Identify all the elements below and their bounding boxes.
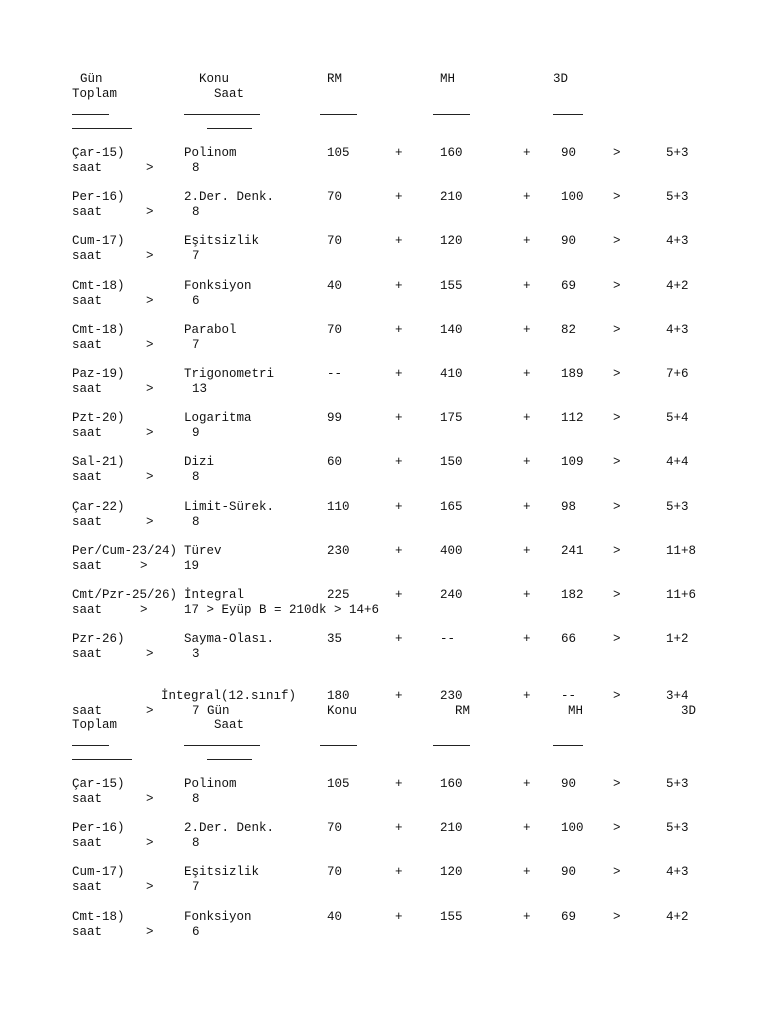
row-plus-1: + xyxy=(395,865,403,880)
row-plus-2: + xyxy=(523,146,531,160)
integral12-rm: 180 xyxy=(327,689,350,703)
row-plus-2: + xyxy=(523,588,531,602)
row-rm: 70 xyxy=(327,190,343,205)
row-gt: > xyxy=(613,909,621,924)
row-rm: 40 xyxy=(327,909,343,924)
row-plus-2: + xyxy=(523,777,531,791)
row-plus-2: + xyxy=(523,821,531,836)
row-saat-gt: > xyxy=(146,382,154,396)
header2-saat: Saat xyxy=(214,718,245,732)
row-mh: 120 xyxy=(440,234,463,249)
row-saat-label: saat xyxy=(72,880,103,895)
header-konu: Konu xyxy=(199,72,230,86)
row-3d: 90 xyxy=(561,146,577,160)
row-rm: 105 xyxy=(327,777,350,791)
integral12-3d: -- xyxy=(561,689,577,703)
row-3d: 69 xyxy=(561,278,577,293)
row-saat-label: saat xyxy=(72,382,103,396)
integral12-plus2: + xyxy=(523,689,531,703)
row-mh: 140 xyxy=(440,322,463,337)
row-saat-gt: > xyxy=(146,161,154,175)
row-saat-gt: > xyxy=(146,426,154,441)
row-saat-label: saat xyxy=(72,293,103,308)
header-gun: Gün xyxy=(80,72,103,86)
row-gun: Per-16) xyxy=(72,821,125,836)
row-plus-2: + xyxy=(523,543,531,558)
row-saat-value: 7 xyxy=(192,249,200,264)
row-rm: 70 xyxy=(327,865,343,880)
row-gun: Cum-17) xyxy=(72,865,125,880)
row-score: 11+6 xyxy=(666,588,697,602)
row-saat-value: 9 xyxy=(192,426,200,441)
row-saat-value: 7 xyxy=(192,337,200,352)
row-plus-1: + xyxy=(395,455,403,470)
row-saat-value: 17 > Eyüp B = 210dk > 14+6 xyxy=(184,603,380,617)
row-gun: Cmt-18) xyxy=(72,909,125,924)
row-3d: 82 xyxy=(561,322,577,337)
row-gt: > xyxy=(613,367,621,381)
row-mh: 150 xyxy=(440,455,463,470)
row-konu: Trigonometri xyxy=(184,367,275,381)
integral12-gt: > xyxy=(613,689,621,703)
underline-gun xyxy=(72,114,109,115)
integral12-plus1: + xyxy=(395,689,403,703)
row-plus-2: + xyxy=(523,499,531,514)
row-saat-label: saat xyxy=(72,558,103,573)
row-saat-label: saat xyxy=(72,514,103,529)
row-3d: 241 xyxy=(561,543,584,558)
row-3d: 100 xyxy=(561,190,584,205)
row-gun: Paz-19) xyxy=(72,367,125,381)
row-plus-1: + xyxy=(395,322,403,337)
row-gun: Per/Cum-23/24) xyxy=(72,543,178,558)
row-plus-1: + xyxy=(395,588,403,602)
row-konu: Türev xyxy=(184,543,222,558)
row-mh: 410 xyxy=(440,367,463,381)
underline2-saat xyxy=(207,759,252,760)
row-gt: > xyxy=(613,821,621,836)
row-gt: > xyxy=(613,278,621,293)
row-saat-value: 8 xyxy=(192,205,200,220)
row-rm: 35 xyxy=(327,632,343,647)
header2-toplam: Toplam xyxy=(72,718,118,732)
row-3d: 90 xyxy=(561,234,577,249)
row-saat-gt: > xyxy=(146,880,154,895)
row-plus-2: + xyxy=(523,234,531,249)
row-mh: 160 xyxy=(440,777,463,791)
row-gt: > xyxy=(613,777,621,791)
row-saat-label: saat xyxy=(72,337,103,352)
row-konu: Polinom xyxy=(184,777,237,791)
row-saat-value: 7 xyxy=(192,880,200,895)
header2-rm: RM xyxy=(455,704,471,718)
row-saat-value: 6 xyxy=(192,293,200,308)
row-rm: 70 xyxy=(327,821,343,836)
row-gun: Pzr-26) xyxy=(72,632,125,647)
row-saat-value: 6 xyxy=(192,924,200,939)
row-mh: 210 xyxy=(440,821,463,836)
row-gun: Sal-21) xyxy=(72,455,125,470)
row-plus-1: + xyxy=(395,821,403,836)
header-saat: Saat xyxy=(214,87,245,101)
row-3d: 98 xyxy=(561,499,577,514)
row-3d: 182 xyxy=(561,588,584,602)
row-saat-gt: > xyxy=(146,205,154,220)
row-saat-label: saat xyxy=(72,792,103,806)
row-mh: 165 xyxy=(440,499,463,514)
integral12-saat-label: saat xyxy=(72,704,103,718)
row-konu: Fonksiyon xyxy=(184,909,252,924)
row-saat-label: saat xyxy=(72,470,103,485)
row-gt: > xyxy=(613,865,621,880)
row-saat-value: 8 xyxy=(192,514,200,529)
row-rm: 225 xyxy=(327,588,350,602)
row-saat-label: saat xyxy=(72,426,103,441)
underline-rm xyxy=(320,114,357,115)
row-plus-1: + xyxy=(395,632,403,647)
row-mh: 400 xyxy=(440,543,463,558)
row-plus-2: + xyxy=(523,278,531,293)
row-konu: Limit-Sürek. xyxy=(184,499,275,514)
row-saat-label: saat xyxy=(72,924,103,939)
integral12-konu: İntegral(12.sınıf) xyxy=(161,689,297,703)
row-saat-value: 19 xyxy=(184,558,200,573)
row-plus-2: + xyxy=(523,367,531,381)
row-3d: 189 xyxy=(561,367,584,381)
integral12-mh: 230 xyxy=(440,689,463,703)
row-rm: 99 xyxy=(327,411,343,426)
row-gt: > xyxy=(613,632,621,647)
row-saat-label: saat xyxy=(72,161,103,175)
row-saat-value: 8 xyxy=(192,470,200,485)
row-plus-1: + xyxy=(395,234,403,249)
row-gt: > xyxy=(613,234,621,249)
row-3d: 69 xyxy=(561,909,577,924)
underline2-mh xyxy=(433,745,470,746)
row-plus-1: + xyxy=(395,909,403,924)
row-gt: > xyxy=(613,499,621,514)
row-saat-label: saat xyxy=(72,603,103,617)
header-toplam: Toplam xyxy=(72,87,118,101)
row-saat-gt: > xyxy=(146,836,154,851)
integral12-saat-value: 7 xyxy=(192,704,200,718)
row-mh: 175 xyxy=(440,411,463,426)
row-rm: 70 xyxy=(327,234,343,249)
underline2-konu xyxy=(184,745,260,746)
row-saat-value: 8 xyxy=(192,161,200,175)
row-gt: > xyxy=(613,455,621,470)
row-konu: Parabol xyxy=(184,322,237,337)
row-score: 4+2 xyxy=(666,278,689,293)
row-plus-1: + xyxy=(395,367,403,381)
row-score: 7+6 xyxy=(666,367,689,381)
row-rm: 110 xyxy=(327,499,350,514)
row-plus-2: + xyxy=(523,411,531,426)
underline-konu xyxy=(184,114,260,115)
row-saat-value: 8 xyxy=(192,792,200,806)
row-score: 5+4 xyxy=(666,411,689,426)
row-saat-gt: > xyxy=(146,293,154,308)
row-plus-1: + xyxy=(395,146,403,160)
underline-mh xyxy=(433,114,470,115)
row-saat-gt: > xyxy=(146,924,154,939)
row-score: 5+3 xyxy=(666,146,689,160)
row-rm: 70 xyxy=(327,322,343,337)
underline2-gun xyxy=(72,745,109,746)
header-mh: MH xyxy=(440,72,456,86)
row-rm: 60 xyxy=(327,455,343,470)
row-rm: -- xyxy=(327,367,343,381)
row-plus-2: + xyxy=(523,322,531,337)
underline-saat xyxy=(207,128,252,129)
row-score: 4+2 xyxy=(666,909,689,924)
row-plus-2: + xyxy=(523,865,531,880)
header2-gun: Gün xyxy=(207,704,230,718)
row-gt: > xyxy=(613,322,621,337)
header-rm: RM xyxy=(327,72,343,86)
row-saat-value: 8 xyxy=(192,836,200,851)
row-3d: 90 xyxy=(561,777,577,791)
underline2-rm xyxy=(320,745,357,746)
header2-konu: Konu xyxy=(327,704,358,718)
row-saat-gt: > xyxy=(146,470,154,485)
row-plus-1: + xyxy=(395,543,403,558)
underline-3d xyxy=(553,114,583,115)
row-score: 4+3 xyxy=(666,322,689,337)
row-plus-2: + xyxy=(523,455,531,470)
row-3d: 112 xyxy=(561,411,584,426)
row-konu: 2.Der. Denk. xyxy=(184,190,275,205)
row-score: 4+3 xyxy=(666,234,689,249)
row-konu: Polinom xyxy=(184,146,237,160)
row-saat-value: 13 xyxy=(192,382,208,396)
row-saat-gt: > xyxy=(146,514,154,529)
underline-toplam xyxy=(72,128,132,129)
row-konu: Eşitsizlik xyxy=(184,865,260,880)
row-saat-value: 3 xyxy=(192,647,200,662)
row-score: 4+4 xyxy=(666,455,689,470)
row-plus-2: + xyxy=(523,632,531,647)
row-gt: > xyxy=(613,543,621,558)
row-3d: 100 xyxy=(561,821,584,836)
row-saat-label: saat xyxy=(72,249,103,264)
row-plus-2: + xyxy=(523,190,531,205)
row-saat-label: saat xyxy=(72,647,103,662)
integral12-saat-gt: > xyxy=(146,704,154,718)
row-konu: Eşitsizlik xyxy=(184,234,260,249)
row-mh: -- xyxy=(440,632,456,647)
row-score: 4+3 xyxy=(666,865,689,880)
row-3d: 109 xyxy=(561,455,584,470)
row-score: 11+8 xyxy=(666,543,697,558)
row-3d: 90 xyxy=(561,865,577,880)
row-gun: Per-16) xyxy=(72,190,125,205)
row-mh: 160 xyxy=(440,146,463,160)
row-score: 5+3 xyxy=(666,499,689,514)
row-gun: Pzt-20) xyxy=(72,411,125,426)
row-mh: 120 xyxy=(440,865,463,880)
row-saat-label: saat xyxy=(72,205,103,220)
row-konu: İntegral xyxy=(184,588,245,602)
row-plus-1: + xyxy=(395,777,403,791)
header-3d: 3D xyxy=(553,72,569,86)
row-mh: 155 xyxy=(440,909,463,924)
row-gt: > xyxy=(613,411,621,426)
row-saat-gt: > xyxy=(146,647,154,662)
header2-mh: MH xyxy=(568,704,584,718)
underline2-3d xyxy=(553,745,583,746)
row-gt: > xyxy=(613,190,621,205)
row-gun: Çar-15) xyxy=(72,146,125,160)
row-plus-2: + xyxy=(523,909,531,924)
underline2-toplam xyxy=(72,759,132,760)
row-saat-gt: > xyxy=(140,558,148,573)
row-saat-gt: > xyxy=(146,249,154,264)
row-saat-label: saat xyxy=(72,836,103,851)
row-mh: 240 xyxy=(440,588,463,602)
row-gt: > xyxy=(613,588,621,602)
row-score: 1+2 xyxy=(666,632,689,647)
row-gun: Çar-22) xyxy=(72,499,125,514)
row-konu: 2.Der. Denk. xyxy=(184,821,275,836)
row-rm: 105 xyxy=(327,146,350,160)
row-gun: Cmt-18) xyxy=(72,322,125,337)
integral12-score: 3+4 xyxy=(666,689,689,703)
row-plus-1: + xyxy=(395,499,403,514)
header2-3d: 3D xyxy=(681,704,697,718)
row-3d: 66 xyxy=(561,632,577,647)
row-score: 5+3 xyxy=(666,821,689,836)
row-mh: 155 xyxy=(440,278,463,293)
row-saat-gt: > xyxy=(146,792,154,806)
row-score: 5+3 xyxy=(666,777,689,791)
row-rm: 40 xyxy=(327,278,343,293)
row-plus-1: + xyxy=(395,190,403,205)
row-konu: Dizi xyxy=(184,455,215,470)
row-saat-gt: > xyxy=(140,603,148,617)
row-saat-gt: > xyxy=(146,337,154,352)
row-gun: Cmt/Pzr-25/26) xyxy=(72,588,178,602)
row-gun: Cum-17) xyxy=(72,234,125,249)
row-gun: Cmt-18) xyxy=(72,278,125,293)
row-mh: 210 xyxy=(440,190,463,205)
row-plus-1: + xyxy=(395,411,403,426)
row-gun: Çar-15) xyxy=(72,777,125,791)
row-score: 5+3 xyxy=(666,190,689,205)
row-konu: Logaritma xyxy=(184,411,252,426)
row-konu: Fonksiyon xyxy=(184,278,252,293)
row-plus-1: + xyxy=(395,278,403,293)
row-rm: 230 xyxy=(327,543,350,558)
row-gt: > xyxy=(613,146,621,160)
row-konu: Sayma-Olası. xyxy=(184,632,275,647)
